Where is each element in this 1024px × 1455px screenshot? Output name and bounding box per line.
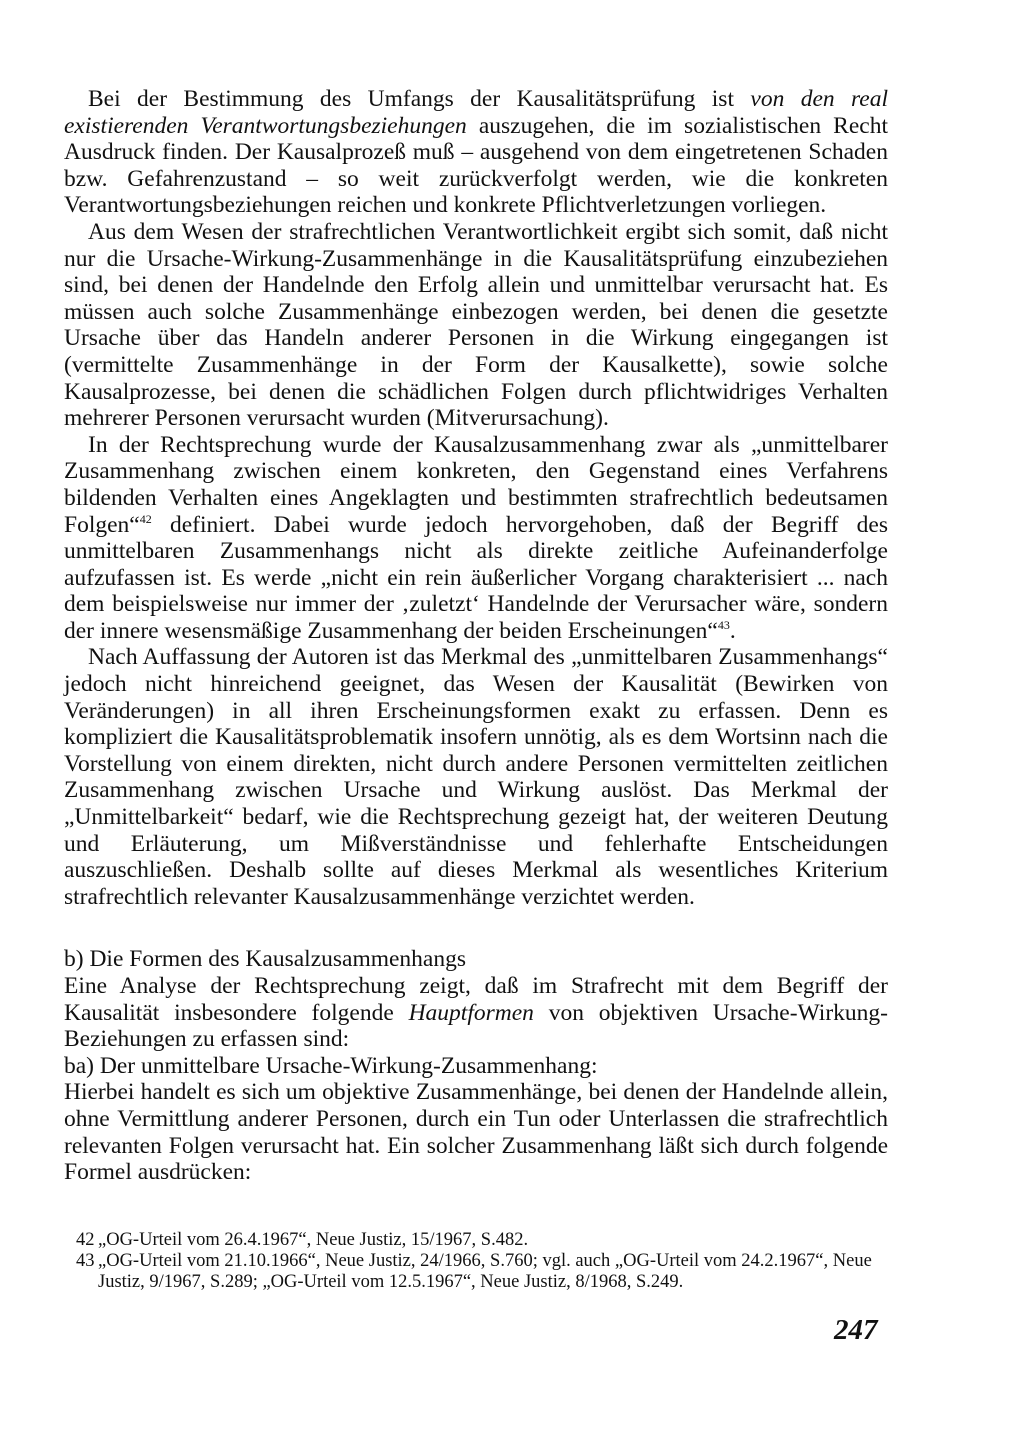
footnote-text: „OG-Urteil vom 26.4.1967“, Neue Justiz, 15/1967, S.482. [98, 1230, 529, 1250]
footnotes [76, 1230, 894, 1293]
paragraph-1-emphasis: von den real existierenden Verantwortungsbeziehungen [64, 86, 889, 139]
paragraph-3-text-c: . [729, 617, 736, 644]
paragraph-4: Nach Auffassung der Autoren ist das Merkmal des „unmittelbaren Zusammenhangs“ jedoch nicht hinreichend geeignet, das Wesen der Kausalität (Bewirken von Veränderungen) in all ihren Erscheinungsformen exakt zu erfassen. Denn es kompliziert die Kausalitätsproblematik insofern unnötig, als es dem Wortsinn nach die Vorstellung von einem direkten, nicht durch andere Personen vermittelten zeitlichen Zusammenhang zwischen Ursache und Wirkung auslöst. Das Merkmal der „Unmittelbarkeit“ bedarf, wie die Rechtsprechung gezeigt hat, der weiteren Deutung und Erläuterung, um Mißverständnisse und fehlerhafte Entscheidungen auszuschließen. Deshalb sollte auf dieses Merkmal als wesentliches Kriterium strafrechtlich relevanter Kausalzusammenhänge verzichtet werden. [64, 644, 888, 910]
subsection-ba-heading: ba) Der unmittelbare Ursache-Wirkung-Zusammenhang: [64, 1052, 598, 1079]
section-b-intro-c: von objektiven Ursache-Wirkung-Beziehungen zu erfassen sind: [64, 999, 888, 1053]
section-b-intro [64, 973, 888, 1053]
footnote-42 [76, 1230, 894, 1251]
page-body [64, 86, 888, 1186]
footnote-ref-42[interactable]: 42 [139, 511, 152, 526]
footnote-number: 42 [76, 1230, 95, 1250]
page-number: 247 [834, 1314, 878, 1346]
footnote-ref-43[interactable]: 43 [717, 618, 730, 633]
paragraph-1 [64, 86, 888, 219]
footnote-43 [76, 1251, 894, 1293]
paragraph-3-text-b: definiert. Dabei wurde jedoch hervorgehoben, daß der Begriff des unmittelbaren Zusammenhangs nicht als direkte zeitliche Aufeinanderfolge aufzufassen ist. Es werde „nicht ein rein äußerlicher Vorgang charakterisiert ... nach dem beispielsweise nur immer der ‚zuletzt‘ Handelnde der Verursacher wäre, sondern der innere wesensmäßige Zusammenhang der beiden Erscheinungen“ [64, 511, 888, 644]
paragraph-1-text-a: Bei der Bestimmung des Umfangs der Kausalitätsprüfung ist [88, 86, 751, 112]
footnote-text: „OG-Urteil vom 21.10.1966“, Neue Justiz, 24/1966, S.760; vgl. auch „OG-Urteil vom 24.2.1967“, Neue Justiz, 9/1967, S.289; „OG-Urteil vom 12.5.1967“, Neue Justiz, 8/1968, S.249. [98, 1251, 872, 1292]
paragraph-1-text-c: auszugehen, die im sozialistischen Recht Ausdruck finden. Der Kausalprozeß muß – ausgehend von dem eingetretenen Schaden bzw. Gefahrenzustand – so weit zurückverfolgt werden, wie die konkreten Verantwortungsbeziehungen reichen und konkrete Pflichtverletzungen vorliegen. [64, 112, 888, 219]
section-b-intro-emphasis: Hauptformen [408, 999, 534, 1026]
paragraph-3-text-a: In der Rechtsprechung wurde der Kausalzusammenhang zwar als „unmittelbarer Zusammenhang zwischen einem konkreten, den Gegenstand eines Verfahrens bildenden Verhalten eines Angeklagten und bestimmten strafrechtlich bedeutsamen Folgen“ [64, 431, 888, 538]
section-b-intro-a: Eine Analyse der Rechtsprechung zeigt, daß im Strafrecht mit dem Begriff der Kausalität insbesondere folgende [64, 973, 888, 1026]
subsection-ba-text: Hierbei handelt es sich um objektive Zusammenhänge, bei denen der Handelnde allein, ohne Vermittlung anderer Personen, durch ein Tun oder Unterlassen die strafrechtlich relevanten Folgen verursacht hat. Ein solcher Zusammenhang läßt sich durch folgende Formel ausdrücken: [64, 1079, 888, 1186]
paragraph-2: Aus dem Wesen der strafrechtlichen Verantwortlichkeit ergibt sich somit, daß nicht nur die Ursache-Wirkung-Zusammenhänge in die Kausalitätsprüfung einzubeziehen sind, bei denen der Handelnde den Erfolg allein und unmittelbar verursacht hat. Es müssen auch solche Zusammenhänge einbezogen werden, bei denen die gesetzte Ursache über das Handeln anderer Personen in die Wirkung eingegangen ist (vermittelte Zusammenhänge in der Form der Kausalkette), sowie solche Kausalprozesse, bei denen die schädlichen Folgen durch pflichtwidriges Verhalten mehrerer Personen verursacht wurden (Mitverursachung). [64, 218, 888, 432]
paragraph-3 [64, 432, 888, 645]
footnote-number: 43 [76, 1251, 95, 1271]
section-b-heading: b) Die Formen des Kausalzusammenhangs [64, 946, 467, 973]
